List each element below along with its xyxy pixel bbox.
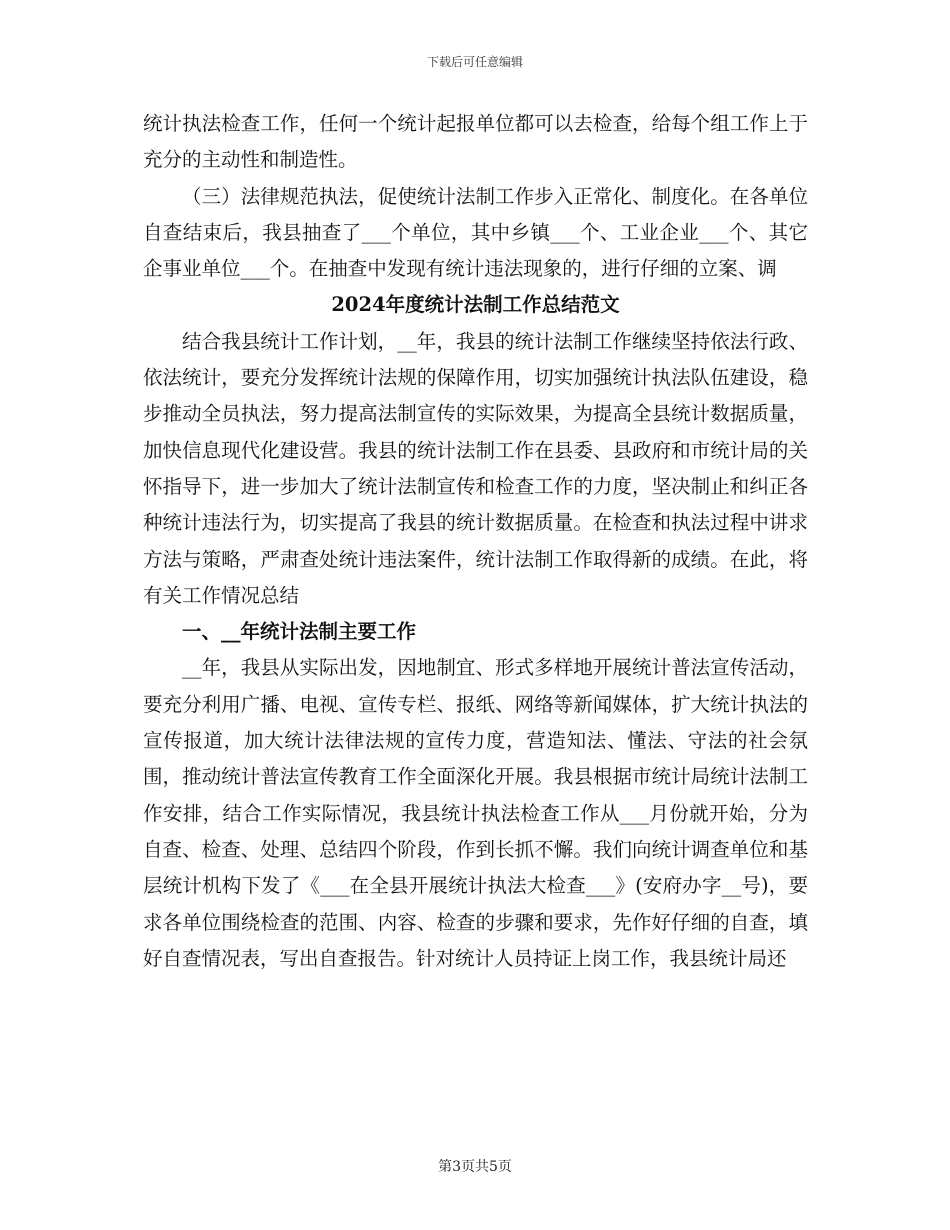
paragraph-law-enforcement: （三）法律规范执法，促使统计法制工作步入正常化、制度化。在各单位自查结束后，我县抽查了___个单位，其中乡镇___个、工业企业___个、其它企事业单位___个。在抽查中发现有统计违法现象的，进行仔细的立案、调 [143, 184, 808, 281]
document-body [143, 106, 808, 977]
page-number: 第3页共5页 [438, 1159, 512, 1175]
page-header: 下载后可任意编辑 [426, 55, 523, 69]
document-title: 2024年度统计法制工作总结范文 [331, 293, 620, 317]
section-heading: 一、__年统计法制主要工作 [182, 620, 417, 644]
paragraph-intro: 结合我县统计工作计划，__年，我县的统计法制工作继续坚持依法行政、依法统计，要充分发挥统计法规的保障作用，切实加强统计执法队伍建设，稳步推动全员执法，努力提高法制宣传的实际效果，为提高全县统计数据质量，加快信息现代化建设营。我县的统计法制工作在县委、县政府和市统计局的关怀指导下，进一步加大了统计法制宣传和检查工作的力度，坚决制止和纠正各种统计违法行为，切实提高了我县的统计数据质量。在检查和执法过程中讲求方法与策略，严肃查处统计违法案件，统计法制工作取得新的成绩。在此，将有关工作情况总结 [143, 329, 808, 607]
paragraph-continuation: 统计执法检查工作，任何一个统计起报单位都可以去检查，给每个组工作上于充分的主动性和制造性。 [143, 112, 808, 172]
paragraph-main-work: __年，我县从实际出发，因地制宜、形式多样地开展统计普法宣传活动，要充分利用广播、电视、宣传专栏、报纸、网络等新闻媒体，扩大统计执法的宣传报道，加大统计法律法规的宣传力度，营造知法、懂法、守法的社会氛围，推动统计普法宣传教育工作全面深化开展。我县根据市统计局统计法制工作安排，结合工作实际情况，我县统计执法检查工作从___月份就开始，分为自查、检查、处理、总结四个阶段，作到长抓不懈。我们向统计调查单位和基层统计机构下发了《___在全县开展统计执法大检查___》(安府办字__号)，要求各单位围绕检查的范围、内容、检查的步骤和要求，先作好仔细的自查，填好自查情况表，写出自查报告。针对统计人员持证上岗工作，我县统计局还 [143, 656, 808, 970]
